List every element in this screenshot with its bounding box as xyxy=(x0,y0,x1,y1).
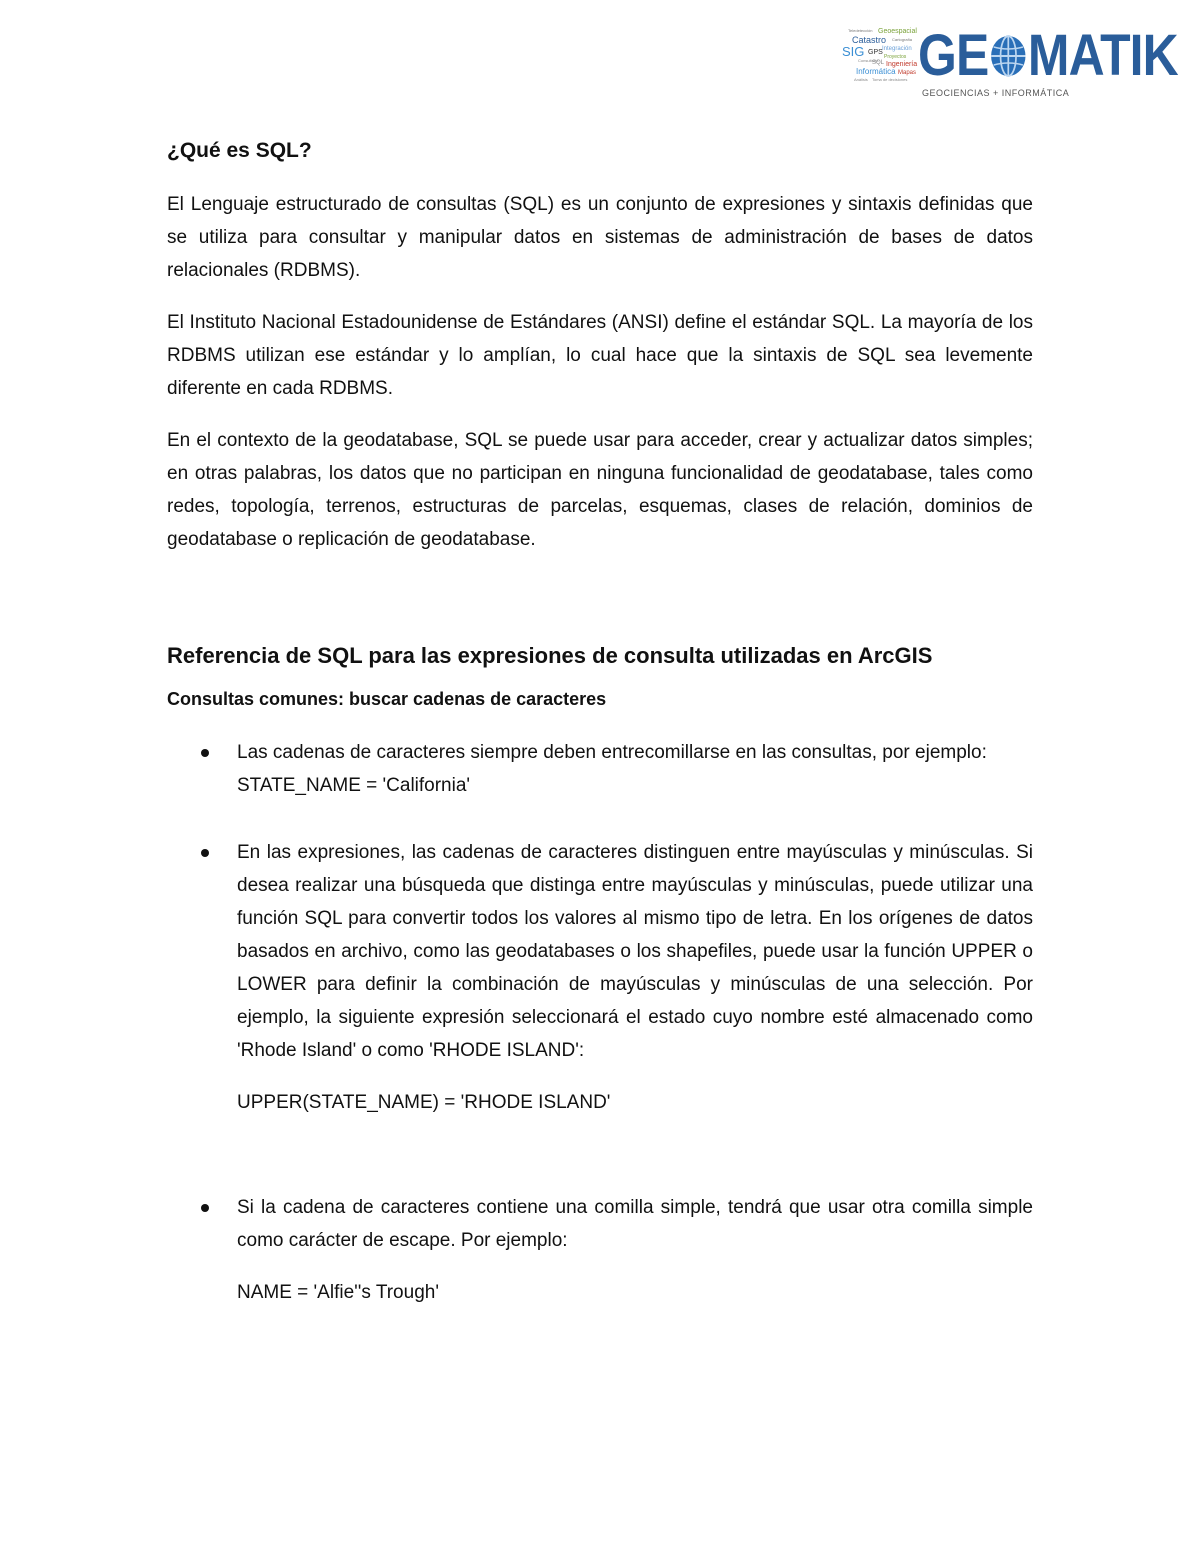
logo-wordmark xyxy=(918,24,1178,88)
svg-text:Consultoría: Consultoría xyxy=(858,58,879,63)
svg-text:Toma de decisiones: Toma de decisiones xyxy=(872,77,908,82)
list-item-text: Si la cadena de caracteres contiene una comilla simple, tendrá que usar otra comilla simple como carácter de escape. Por ejemplo: xyxy=(237,1197,1033,1251)
section-title-referencia-sql: Referencia de SQL para las expresiones de consulta utilizadas en ArcGIS xyxy=(167,643,933,668)
svg-text:SQL: SQL xyxy=(872,60,885,66)
bullet-list xyxy=(167,736,1033,1309)
svg-text:Catastro: Catastro xyxy=(852,35,887,45)
code-example: STATE_NAME = 'California' xyxy=(237,775,471,796)
geomatik-logo xyxy=(842,23,1178,104)
svg-text:Análisis: Análisis xyxy=(854,77,868,82)
list-item-text: En las expresiones, las cadenas de caracteres distinguen entre mayúsculas y minúsculas. Si desea realizar una búsqueda que distinga entre mayúsculas y minúsculas, puede utilizar una función SQL para convertir todos los valores al mismo tipo de letra. En los orígenes de datos basados en archivo, como las geodatabases o los shapefiles, puede usar la función UPPER o LOWER para definir la combinación de mayúsculas y minúsculas de una selección. Por ejemplo, la siguiente expresión seleccionará el estado cuyo nombre esté almacenado como 'Rhode Island' o como 'RHODE ISLAND': xyxy=(237,842,1033,1061)
list-item xyxy=(167,836,1033,1119)
code-example: NAME = 'Alfie''s Trough' xyxy=(237,1282,439,1303)
word-cloud-graphic xyxy=(842,24,922,94)
svg-text:Teledetección: Teledetección xyxy=(848,28,873,33)
svg-text:Informática: Informática xyxy=(856,67,896,76)
document-body xyxy=(167,136,1033,1309)
list-item-text: Las cadenas de caracteres siempre deben entrecomillarse en las consultas, por ejemplo: xyxy=(237,742,987,763)
svg-text:Proyectos: Proyectos xyxy=(884,54,907,60)
logo-tagline: GEOCIENCIAS + INFORMÁTICA xyxy=(922,88,1070,98)
bullet-icon xyxy=(201,1204,209,1212)
list-item xyxy=(167,1191,1033,1309)
subsection-title-consultas-comunes: Consultas comunes: buscar cadenas de caracteres xyxy=(167,689,607,709)
section-title-que-es-sql: ¿Qué es SQL? xyxy=(167,139,312,162)
logo-prefix: GE xyxy=(918,23,989,88)
svg-text:Integración: Integración xyxy=(882,46,912,52)
svg-text:Geoespacial: Geoespacial xyxy=(878,28,917,35)
paragraph-2: El Instituto Nacional Estadounidense de Estándares (ANSI) define el estándar SQL. La mayoría de los RDBMS utilizan ese estándar y lo amplían, lo cual hace que la sintaxis de SQL sea levemente diferente en cada RDBMS. xyxy=(167,312,1033,399)
code-example: UPPER(STATE_NAME) = 'RHODE ISLAND' xyxy=(237,1092,611,1113)
list-item xyxy=(167,736,1033,802)
svg-text:Cartografía: Cartografía xyxy=(892,37,913,42)
svg-text:Mapas: Mapas xyxy=(898,70,917,76)
svg-text:SIG: SIG xyxy=(842,44,865,59)
svg-text:GPS: GPS xyxy=(868,49,883,56)
bullet-icon xyxy=(201,849,209,857)
bullet-icon xyxy=(201,749,209,757)
svg-text:Ingeniería: Ingeniería xyxy=(886,61,918,68)
globe-icon xyxy=(989,28,1027,76)
logo-suffix: MATIK xyxy=(1027,23,1178,88)
paragraph-3: En el contexto de la geodatabase, SQL se puede usar para acceder, crear y actualizar datos simples; en otras palabras, los datos que no participan en ninguna funcionalidad de geodatabase, tales como redes, topología, terrenos, estructuras de parcelas, esquemas, clases de relación, dominios de geodatabase o replicación de geodatabase. xyxy=(167,430,1033,550)
paragraph-1: El Lenguaje estructurado de consultas (SQL) es un conjunto de expresiones y sintaxis definidas que se utiliza para consultar y manipular datos en sistemas de administración de bases de datos relacionales (RDBMS). xyxy=(167,194,1033,281)
